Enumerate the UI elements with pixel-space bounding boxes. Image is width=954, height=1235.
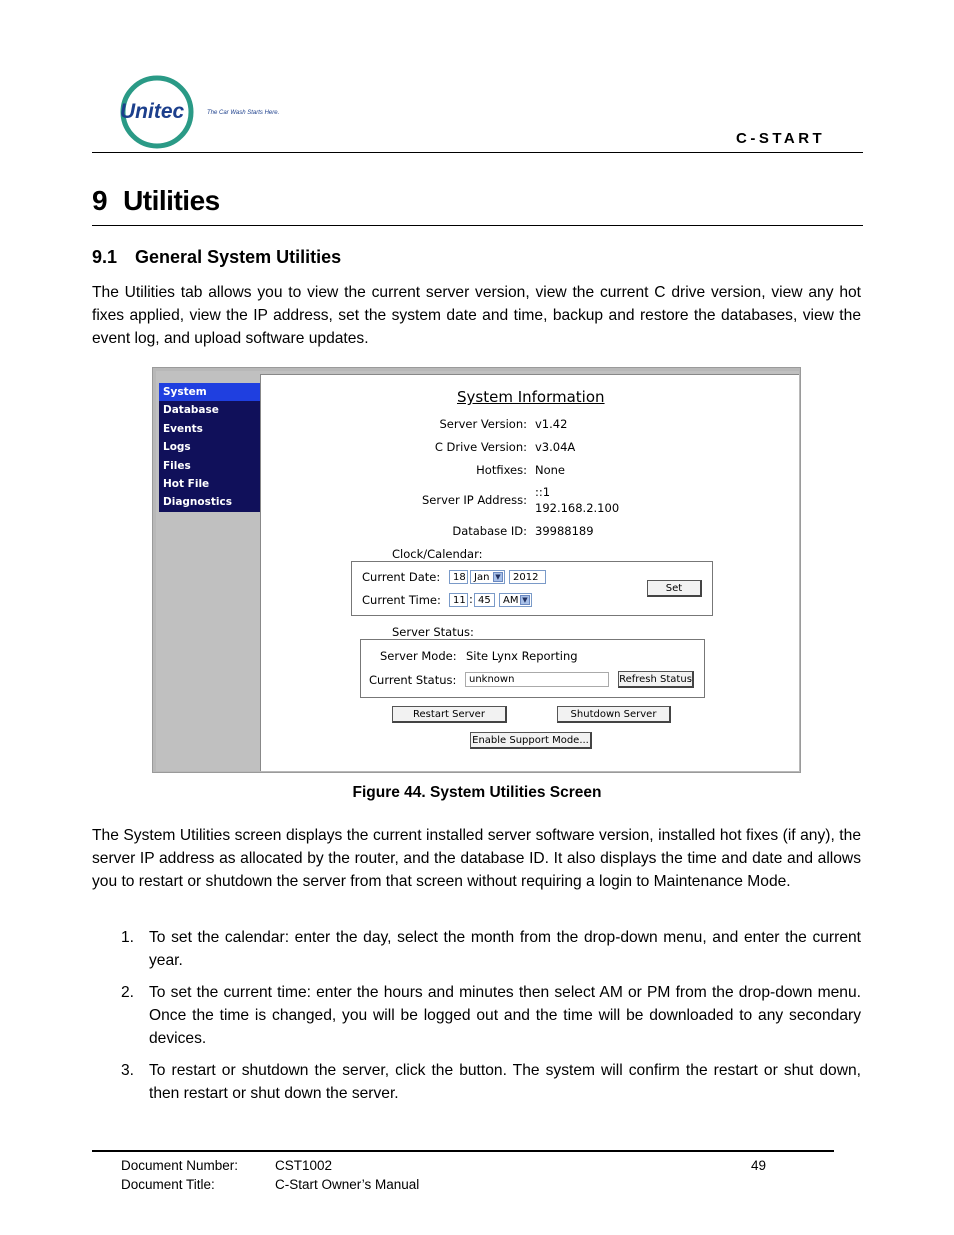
database-id-value: 39988189 <box>535 524 594 538</box>
ip-value-2: 192.168.2.100 <box>535 501 620 515</box>
chevron-down-icon[interactable]: ▼ <box>520 595 530 605</box>
nav-item-diagnostics[interactable]: Diagnostics <box>163 496 232 509</box>
ip-value-1: ::1 <box>535 485 551 499</box>
step-text: To set the current time: enter the hours and minutes then select AM or PM from the drop-down menu. Once the time is changed, you will be logged out and the time will be downloaded to any secondary devices. <box>149 984 861 1047</box>
month-select[interactable] <box>470 570 505 584</box>
year-input[interactable]: 2012 <box>509 570 546 584</box>
hotfixes-value: None <box>535 463 566 477</box>
intro-paragraph: The Utilities tab allows you to view the current server version, view the current C drive version, view any hot fixes applied, view the IP address, set the system date and time, backup and restore the databases, view the event log, and upload software updates. <box>92 284 861 347</box>
steps-list <box>92 926 861 1114</box>
ampm-value: AM <box>503 595 519 606</box>
nav-item-logs[interactable]: Logs <box>163 441 191 454</box>
server-status-box <box>360 639 705 698</box>
hour-input[interactable]: 11 <box>449 593 468 607</box>
server-mode-label: Server Mode: <box>380 649 457 663</box>
ip-label: Server IP Address: <box>421 493 527 507</box>
list-item <box>92 981 861 1050</box>
enable-support-mode-button[interactable]: Enable Support Mode... <box>470 732 592 749</box>
unitec-logo <box>115 74 305 150</box>
current-status-label: Current Status: <box>369 673 457 687</box>
nav-item-system[interactable]: System <box>159 383 260 401</box>
section-title <box>92 247 341 268</box>
header-doc-title: C-START <box>736 130 826 147</box>
set-button[interactable]: Set <box>647 580 702 597</box>
refresh-status-button[interactable]: Refresh Status <box>618 671 694 688</box>
step-number: 3. <box>121 1062 135 1079</box>
step-number: 1. <box>121 929 135 946</box>
server-mode-value: Site Lynx Reporting <box>466 649 578 663</box>
doc-number-label: Document Number: <box>121 1158 239 1173</box>
utilities-nav <box>159 383 260 512</box>
step-text: To restart or shutdown the server, click the button. The system will confirm the restart or shut down, then restart or shut down the server. <box>149 1062 861 1102</box>
figure-caption: Figure 44. System Utilities Screen <box>352 784 602 801</box>
server-version-label: Server Version: <box>439 417 527 431</box>
step-number: 2. <box>121 984 135 1001</box>
chapter-name: Utilities <box>123 185 220 216</box>
system-info-title: System Information <box>457 388 605 406</box>
doc-title-value: C-Start Owner’s Manual <box>275 1177 420 1192</box>
section-number: 9.1 <box>92 247 118 267</box>
current-time-label: Current Time: <box>362 593 441 607</box>
system-utilities-screenshot <box>152 367 801 773</box>
c-drive-value: v3.04A <box>535 440 576 454</box>
list-item <box>92 926 861 972</box>
time-separator: : <box>469 592 473 606</box>
chapter-number: 9 <box>92 185 108 216</box>
ampm-select[interactable] <box>499 593 532 607</box>
server-version-value: v1.42 <box>535 417 568 431</box>
chapter-title <box>92 185 220 217</box>
nav-item-files[interactable]: Files <box>163 459 191 472</box>
c-drive-label: C Drive Version: <box>434 440 527 454</box>
day-input[interactable]: 18 <box>449 570 468 584</box>
clock-calendar-label: Clock/Calendar: <box>392 547 483 561</box>
current-status-field: unknown <box>465 672 609 687</box>
list-item <box>92 1059 861 1105</box>
chevron-down-icon[interactable]: ▼ <box>493 572 503 582</box>
restart-server-button[interactable]: Restart Server <box>392 706 507 723</box>
nav-item-events[interactable]: Events <box>163 422 203 435</box>
database-id-label: Database ID: <box>452 524 527 538</box>
header-divider <box>92 152 863 153</box>
current-date-label: Current Date: <box>362 570 441 584</box>
footer-divider <box>92 1150 834 1152</box>
server-status-label: Server Status: <box>392 625 474 639</box>
chapter-divider <box>92 225 863 226</box>
logo-text: Unitec <box>120 100 185 123</box>
step-text: To set the calendar: enter the day, select the month from the drop-down menu, and enter the current year. <box>149 929 861 969</box>
body-paragraph: The System Utilities screen displays the current installed server software version, installed hot fixes (if any), the server IP address as allocated by the router, and the database ID. It also displays the time and date and allows you to restart or shutdown the server from that screen without requiring a login to Maintenance Mode. <box>92 827 861 890</box>
minute-input[interactable]: 45 <box>474 593 495 607</box>
month-value: Jan <box>474 572 490 583</box>
hotfixes-label: Hotfixes: <box>476 463 527 477</box>
nav-item-hot-file[interactable]: Hot File <box>163 477 210 490</box>
nav-item-database[interactable]: Database <box>163 404 219 417</box>
page-number: 49 <box>751 1158 767 1173</box>
section-name: General System Utilities <box>135 247 342 267</box>
shutdown-server-button[interactable]: Shutdown Server <box>557 706 671 723</box>
system-info-panel <box>260 374 799 771</box>
clock-calendar-box <box>351 561 713 616</box>
doc-title-label: Document Title: <box>121 1177 215 1192</box>
doc-number-value: CST1002 <box>275 1158 333 1173</box>
logo-tagline: The Car Wash Starts Here. <box>207 110 280 116</box>
